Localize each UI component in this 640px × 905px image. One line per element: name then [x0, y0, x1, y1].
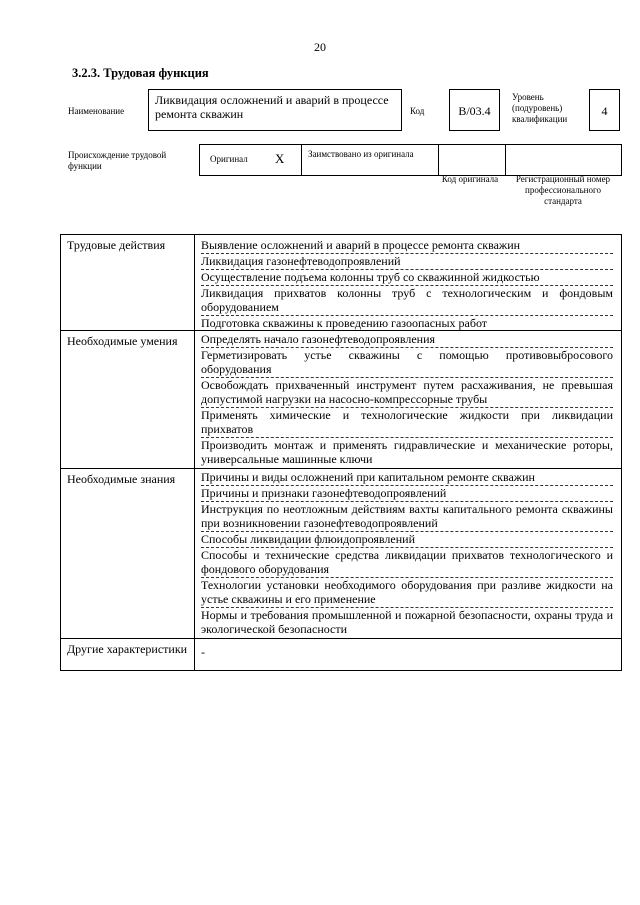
section-divider: [60, 638, 622, 639]
level-label: Уровень (подуровень) квалификации: [512, 92, 568, 124]
table-cell-item: Способы ликвидации флюидопроявлений: [201, 532, 613, 548]
table-cell-item: Применять химические и технологические жидкости при ликвидации прихватов: [201, 408, 613, 436]
table-cell-item: Герметизировать устье скважины с помощью противовыбросового оборудования: [201, 348, 613, 376]
original-mark: X: [275, 151, 285, 166]
borrowed-label: Заимствовано из оригинала: [308, 149, 414, 159]
section-label: Необходимые умения: [67, 334, 178, 348]
table-cell-item: Технологии установки необходимого оборудования при разливе жидкости на устье скважины и его применение: [201, 578, 613, 606]
table-cell-item: Осуществление подъема колонны труб со скважинной жидкостью: [201, 270, 613, 286]
table-cell-item: Причины и виды осложнений при капитальном ремонте скважин: [201, 470, 613, 486]
section-label: Другие характеристики: [67, 642, 188, 656]
section-label: Необходимые знания: [67, 472, 176, 486]
table-cell-item: Инструкция по неотложным действиям вахты капитального ремонта скважины при возникновении газонефтеводопроявлений: [201, 502, 613, 530]
borrowed-cell: [302, 145, 439, 175]
registration-number-caption: Регистрационный номер профессионального стандарта: [515, 174, 611, 206]
code-value-box: B/03.4: [449, 89, 500, 131]
table-cell-item: Выявление осложнений и аварий в процессе ремонта скважин: [201, 238, 613, 254]
table-cell-item: Подготовка скважины к проведению газоопасных работ: [201, 316, 488, 330]
table-cell-item: Производить монтаж и применять гидравлические и механические роторы, универсальные машинные ключи: [201, 438, 613, 466]
table-cell-item: Ликвидация прихватов колонны труб с технологическим и фондовым оборудованием: [201, 286, 613, 314]
table-cell-item: Освобождать прихваченный инструмент путем расхаживания, не превышая допустимой нагрузки на насосно-компрессорные трубы: [201, 378, 613, 406]
level-value-box: 4: [589, 89, 620, 131]
original-cell: [200, 145, 302, 175]
registration-number-cell: [506, 145, 622, 175]
page-number: 20: [314, 40, 326, 54]
table-cell-item: -: [201, 645, 205, 659]
section-divider: [60, 330, 622, 331]
table-column-divider: [194, 234, 195, 671]
section-divider: [60, 468, 622, 469]
table-cell-item: Ликвидация газонефтеводопроявлений: [201, 254, 613, 270]
origin-table: [199, 144, 622, 176]
original-code-caption: Код оригинала: [441, 174, 499, 184]
function-name-box: Ликвидация осложнений и аварий в процессе ремонта скважин: [148, 89, 402, 131]
origin-label: Происхождение трудовой функции: [68, 150, 167, 171]
section-label: Трудовые действия: [67, 238, 166, 252]
table-cell-item: Определять начало газонефтеводопроявления: [201, 332, 613, 348]
original-code-cell: [439, 145, 506, 175]
table-cell-item: Причины и признаки газонефтеводопроявлений: [201, 486, 613, 502]
name-label: Наименование: [68, 106, 125, 116]
original-label: Оригинал: [210, 154, 248, 164]
code-label: Код: [410, 106, 425, 116]
table-cell-item: Способы и технические средства ликвидации прихватов технологического и фондового оборудования: [201, 548, 613, 576]
section-title: 3.2.3. Трудовая функция: [72, 66, 209, 80]
table-cell-item: Нормы и требования промышленной и пожарной безопасности, охраны труда и экологической безопасности: [201, 608, 613, 636]
